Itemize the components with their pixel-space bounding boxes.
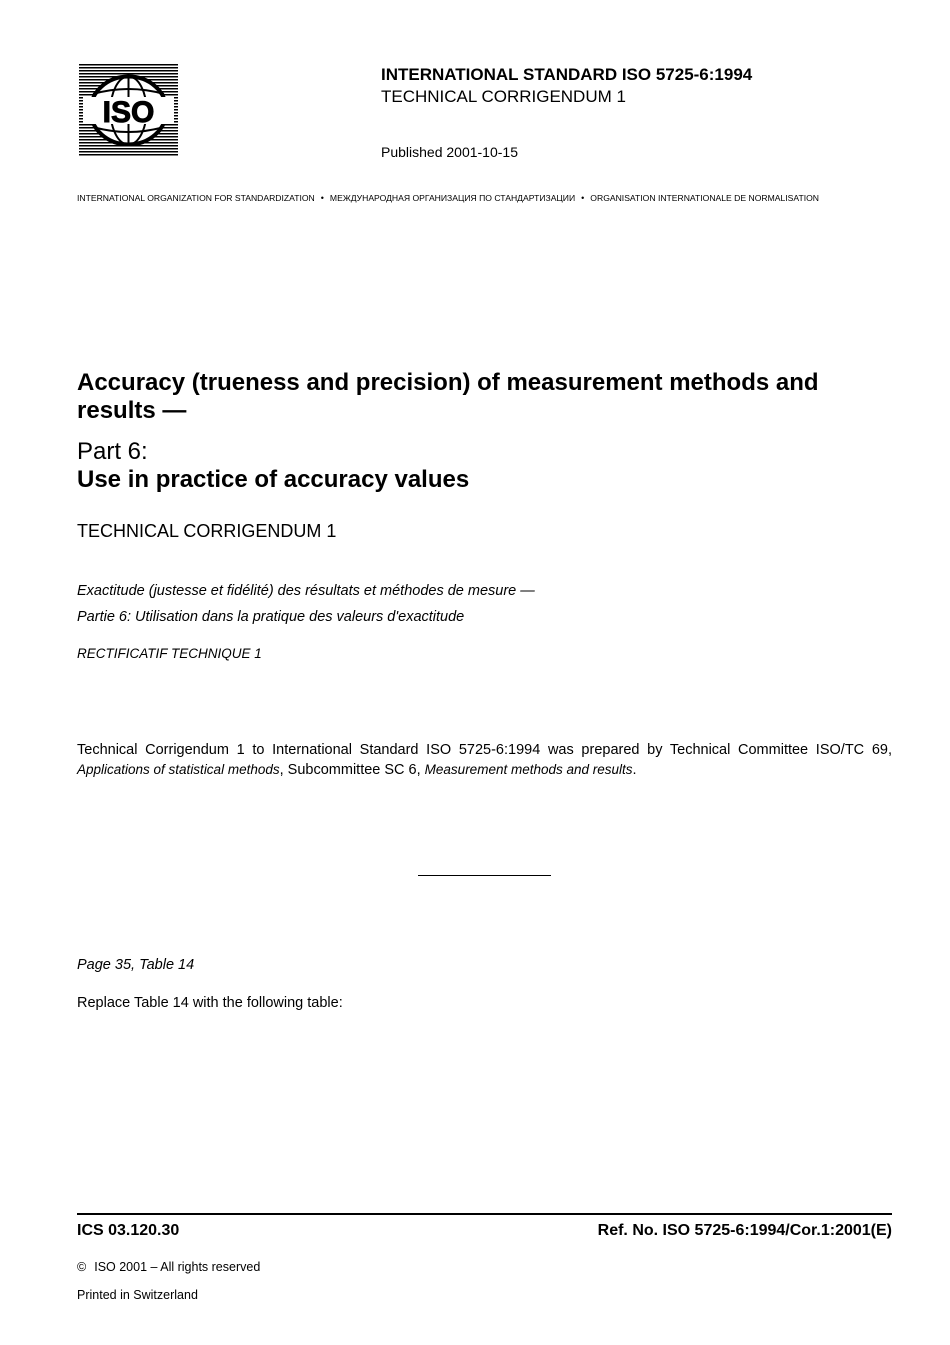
french-title-line2: Partie 6: Utilisation dans la pratique des valeurs d'exactitude xyxy=(77,609,465,625)
section-divider xyxy=(418,875,551,876)
logo-text: ISO xyxy=(102,96,155,129)
document-title: Accuracy (trueness and precision) of measurement methods and results — xyxy=(77,369,819,424)
standard-subtitle: TECHNICAL CORRIGENDUM 1 xyxy=(381,87,626,106)
part-number: Part 6: xyxy=(77,438,148,465)
org-name-russian: МЕЖДУНАРОДНАЯ ОРГАНИЗАЦИЯ ПО СТАНДАРТИЗАЦИИ xyxy=(329,193,576,203)
intro-text: , Subcommittee SC 6, xyxy=(279,762,425,778)
org-name-english: INTERNATIONAL ORGANIZATION FOR STANDARDIZATION xyxy=(77,193,315,203)
copyright-notice xyxy=(77,1259,260,1275)
org-name-french: ORGANISATION INTERNATIONALE DE NORMALISATION xyxy=(590,193,820,203)
part-title: Use in practice of accuracy values xyxy=(77,466,470,493)
french-corrigendum-label: RECTIFICATIF TECHNIQUE 1 xyxy=(77,646,262,661)
replace-instruction: Replace Table 14 with the following table: xyxy=(77,995,343,1011)
standard-title: INTERNATIONAL STANDARD ISO 5725-6:1994 xyxy=(381,65,753,84)
printed-in: Printed in Switzerland xyxy=(77,1288,198,1302)
page-reference: Page 35, Table 14 xyxy=(77,957,195,973)
intro-text: . xyxy=(632,762,637,778)
footer-rule xyxy=(77,1213,892,1215)
french-title-line1: Exactitude (justesse et fidélité) des résultats et méthodes de mesure — xyxy=(77,583,535,599)
committee-name: Applications of statistical methods xyxy=(77,762,280,777)
iso-globe-icon xyxy=(79,64,178,157)
bullet-separator: • xyxy=(320,193,324,203)
copyright-text: ISO 2001 – All rights reserved xyxy=(94,1260,261,1274)
bullet-separator: • xyxy=(581,193,585,203)
subcommittee-name: Measurement methods and results xyxy=(424,762,633,777)
published-date: Published 2001-10-15 xyxy=(381,144,518,160)
corrigendum-label: TECHNICAL CORRIGENDUM 1 xyxy=(77,521,337,541)
intro-paragraph xyxy=(77,741,892,780)
organization-names xyxy=(77,193,892,204)
iso-logo xyxy=(79,64,178,157)
copyright-icon: © xyxy=(77,1260,87,1274)
reference-number: Ref. No. ISO 5725-6:1994/Cor.1:2001(E) xyxy=(597,1222,892,1239)
intro-text: Technical Corrigendum 1 to International Standard ISO 5725-6:1994 was prepared by Technical Committee ISO/TC 69, xyxy=(77,742,892,758)
ics-code: ICS 03.120.30 xyxy=(77,1222,180,1239)
